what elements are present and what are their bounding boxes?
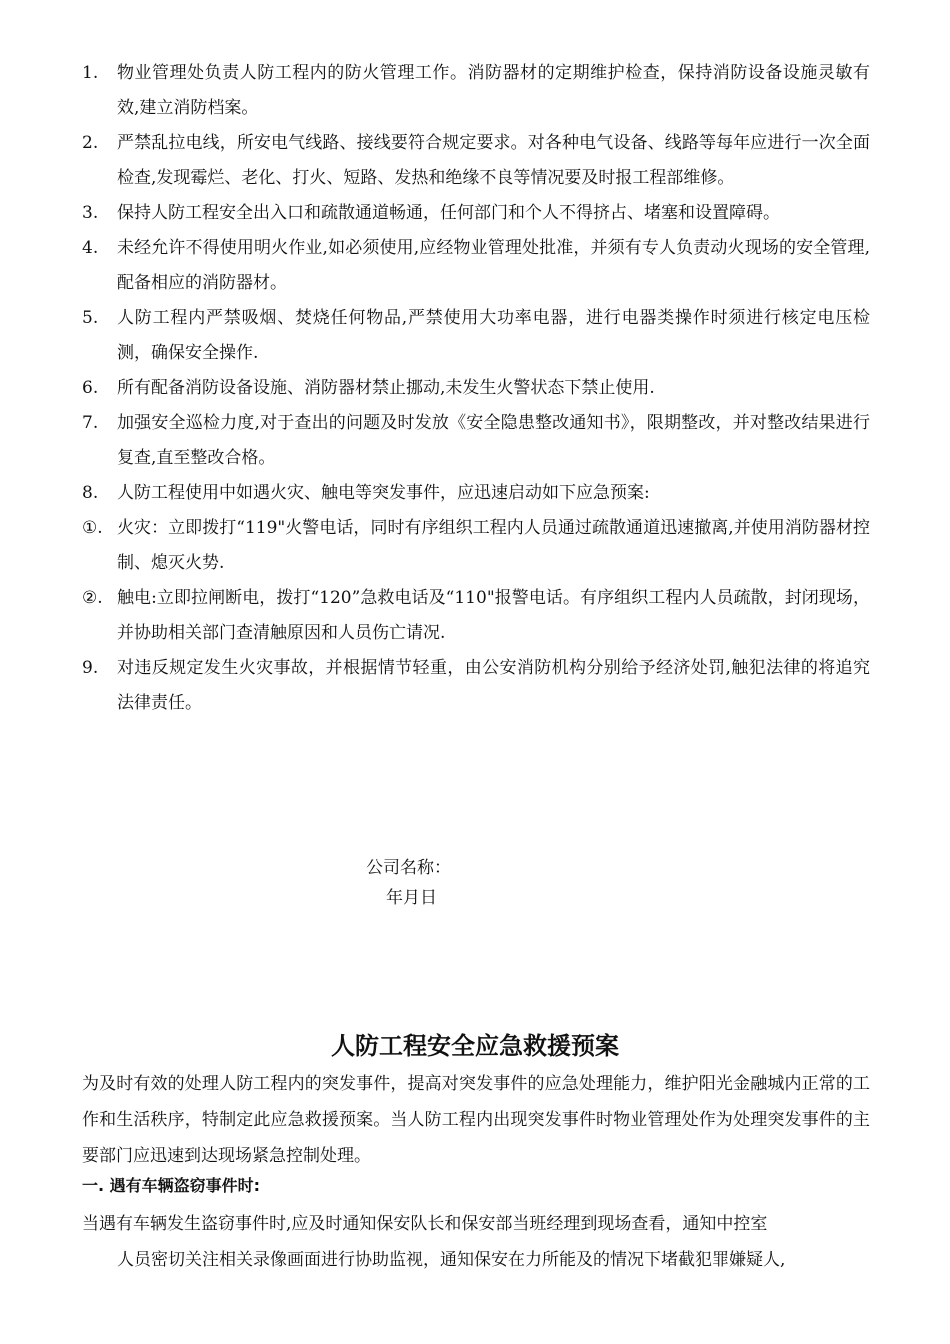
rule-number: ②. — [82, 588, 103, 608]
rule-number: 4. — [82, 238, 99, 258]
rule-text: 火灾：立即拨打“119"火警电话，同时有序组织工程内人员通过疏散通道迅速撤离,并使用消防器材控制、熄灭火势. — [117, 518, 870, 573]
date-label: 年月日 — [386, 888, 437, 908]
rule-text: 加强安全巡检力度,对于查出的问题及时发放《安全隐患整改通知书》，限期整改，并对整改结果进行复查,直至整改合格。 — [117, 413, 870, 468]
plan-intro: 为及时有效的处理人防工程内的突发事件，提高对突发事件的应急处理能力，维护阳光金融城内正常的工作和生活秩序，特制定此应急救援预案。当人防工程内出现突发事件时物业管理处作为处理突发事件的主要部门应迅速到达现场紧急控制处理。 — [82, 1074, 870, 1166]
rule-item — [82, 406, 870, 476]
rule-item — [82, 581, 870, 651]
rule-number: ①. — [82, 518, 103, 538]
rule-text: 对违反规定发生火灾事故，并根据情节轻重，由公安消防机构分别给予经济处罚,触犯法律的将追究法律责任。 — [117, 658, 870, 713]
rule-text: 未经允许不得使用明火作业,如必须使用,应经物业管理处批准，并须有专人负责动火现场的安全管理,配备相应的消防器材。 — [117, 238, 870, 293]
rule-text: 物业管理处负责人防工程内的防火管理工作。消防器材的定期维护检查，保持消防设备设施灵敏有效,建立消防档案。 — [117, 63, 870, 118]
rule-text: 严禁乱拉电线，所安电气线路、接线要符合规定要求。对各种电气设备、线路等每年应进行一次全面检查,发现霉烂、老化、打火、短路、发热和绝缘不良等情况要及时报工程部维修。 — [117, 133, 870, 188]
rule-item — [82, 56, 870, 126]
rule-item — [82, 231, 870, 301]
rule-number: 5. — [82, 308, 99, 328]
rule-item — [82, 651, 870, 721]
rule-item — [82, 511, 870, 581]
section-body — [82, 1206, 870, 1278]
rule-number: 8. — [82, 483, 99, 503]
rule-item — [82, 476, 870, 511]
section-line: 人员密切关注相关录像画面进行协助监视，通知保安在力所能及的情况下堵截犯罪嫌疑人, — [117, 1250, 786, 1270]
fire-safety-rules-list — [82, 56, 870, 721]
rule-number: 7. — [82, 413, 99, 433]
rule-text: 人防工程使用中如遇火灾、触电等突发事件，应迅速启动如下应急预案: — [117, 483, 650, 503]
rule-number: 3. — [82, 203, 99, 223]
rule-item — [82, 196, 870, 231]
plan-title: 人防工程安全应急救援预案 — [331, 1032, 619, 1060]
section-heading: 一. 遇有车辆盗窃事件时: — [82, 1176, 261, 1195]
rule-number: 1. — [82, 63, 99, 83]
company-name-label: 公司名称： — [366, 858, 451, 878]
rule-number: 9. — [82, 658, 99, 678]
rule-item — [82, 371, 870, 406]
rule-text: 触电:立即拉闸断电，拨打“120”急救电话及“110"报警电话。有序组织工程内人员疏散，封闭现场，并协助相关部门查清触原因和人员伤亡请况. — [117, 588, 870, 643]
rule-number: 6. — [82, 378, 99, 398]
rule-text: 所有配备消防设备设施、消防器材禁止挪动,未发生火警状态下禁止使用. — [117, 378, 655, 398]
section-line: 当遇有车辆发生盗窃事件时,应及时通知保安队长和保安部当班经理到现场查看，通知中控室 — [82, 1214, 768, 1234]
rule-number: 2. — [82, 133, 99, 153]
rule-item — [82, 301, 870, 371]
rule-item — [82, 126, 870, 196]
rule-text: 人防工程内严禁吸烟、焚烧任何物品,严禁使用大功率电器，进行电器类操作时须进行核定电压检测，确保安全操作. — [117, 308, 870, 363]
rule-text: 保持人防工程安全出入口和疏散通道畅通，任何部门和个人不得挤占、堵塞和设置障碍。 — [117, 203, 780, 223]
